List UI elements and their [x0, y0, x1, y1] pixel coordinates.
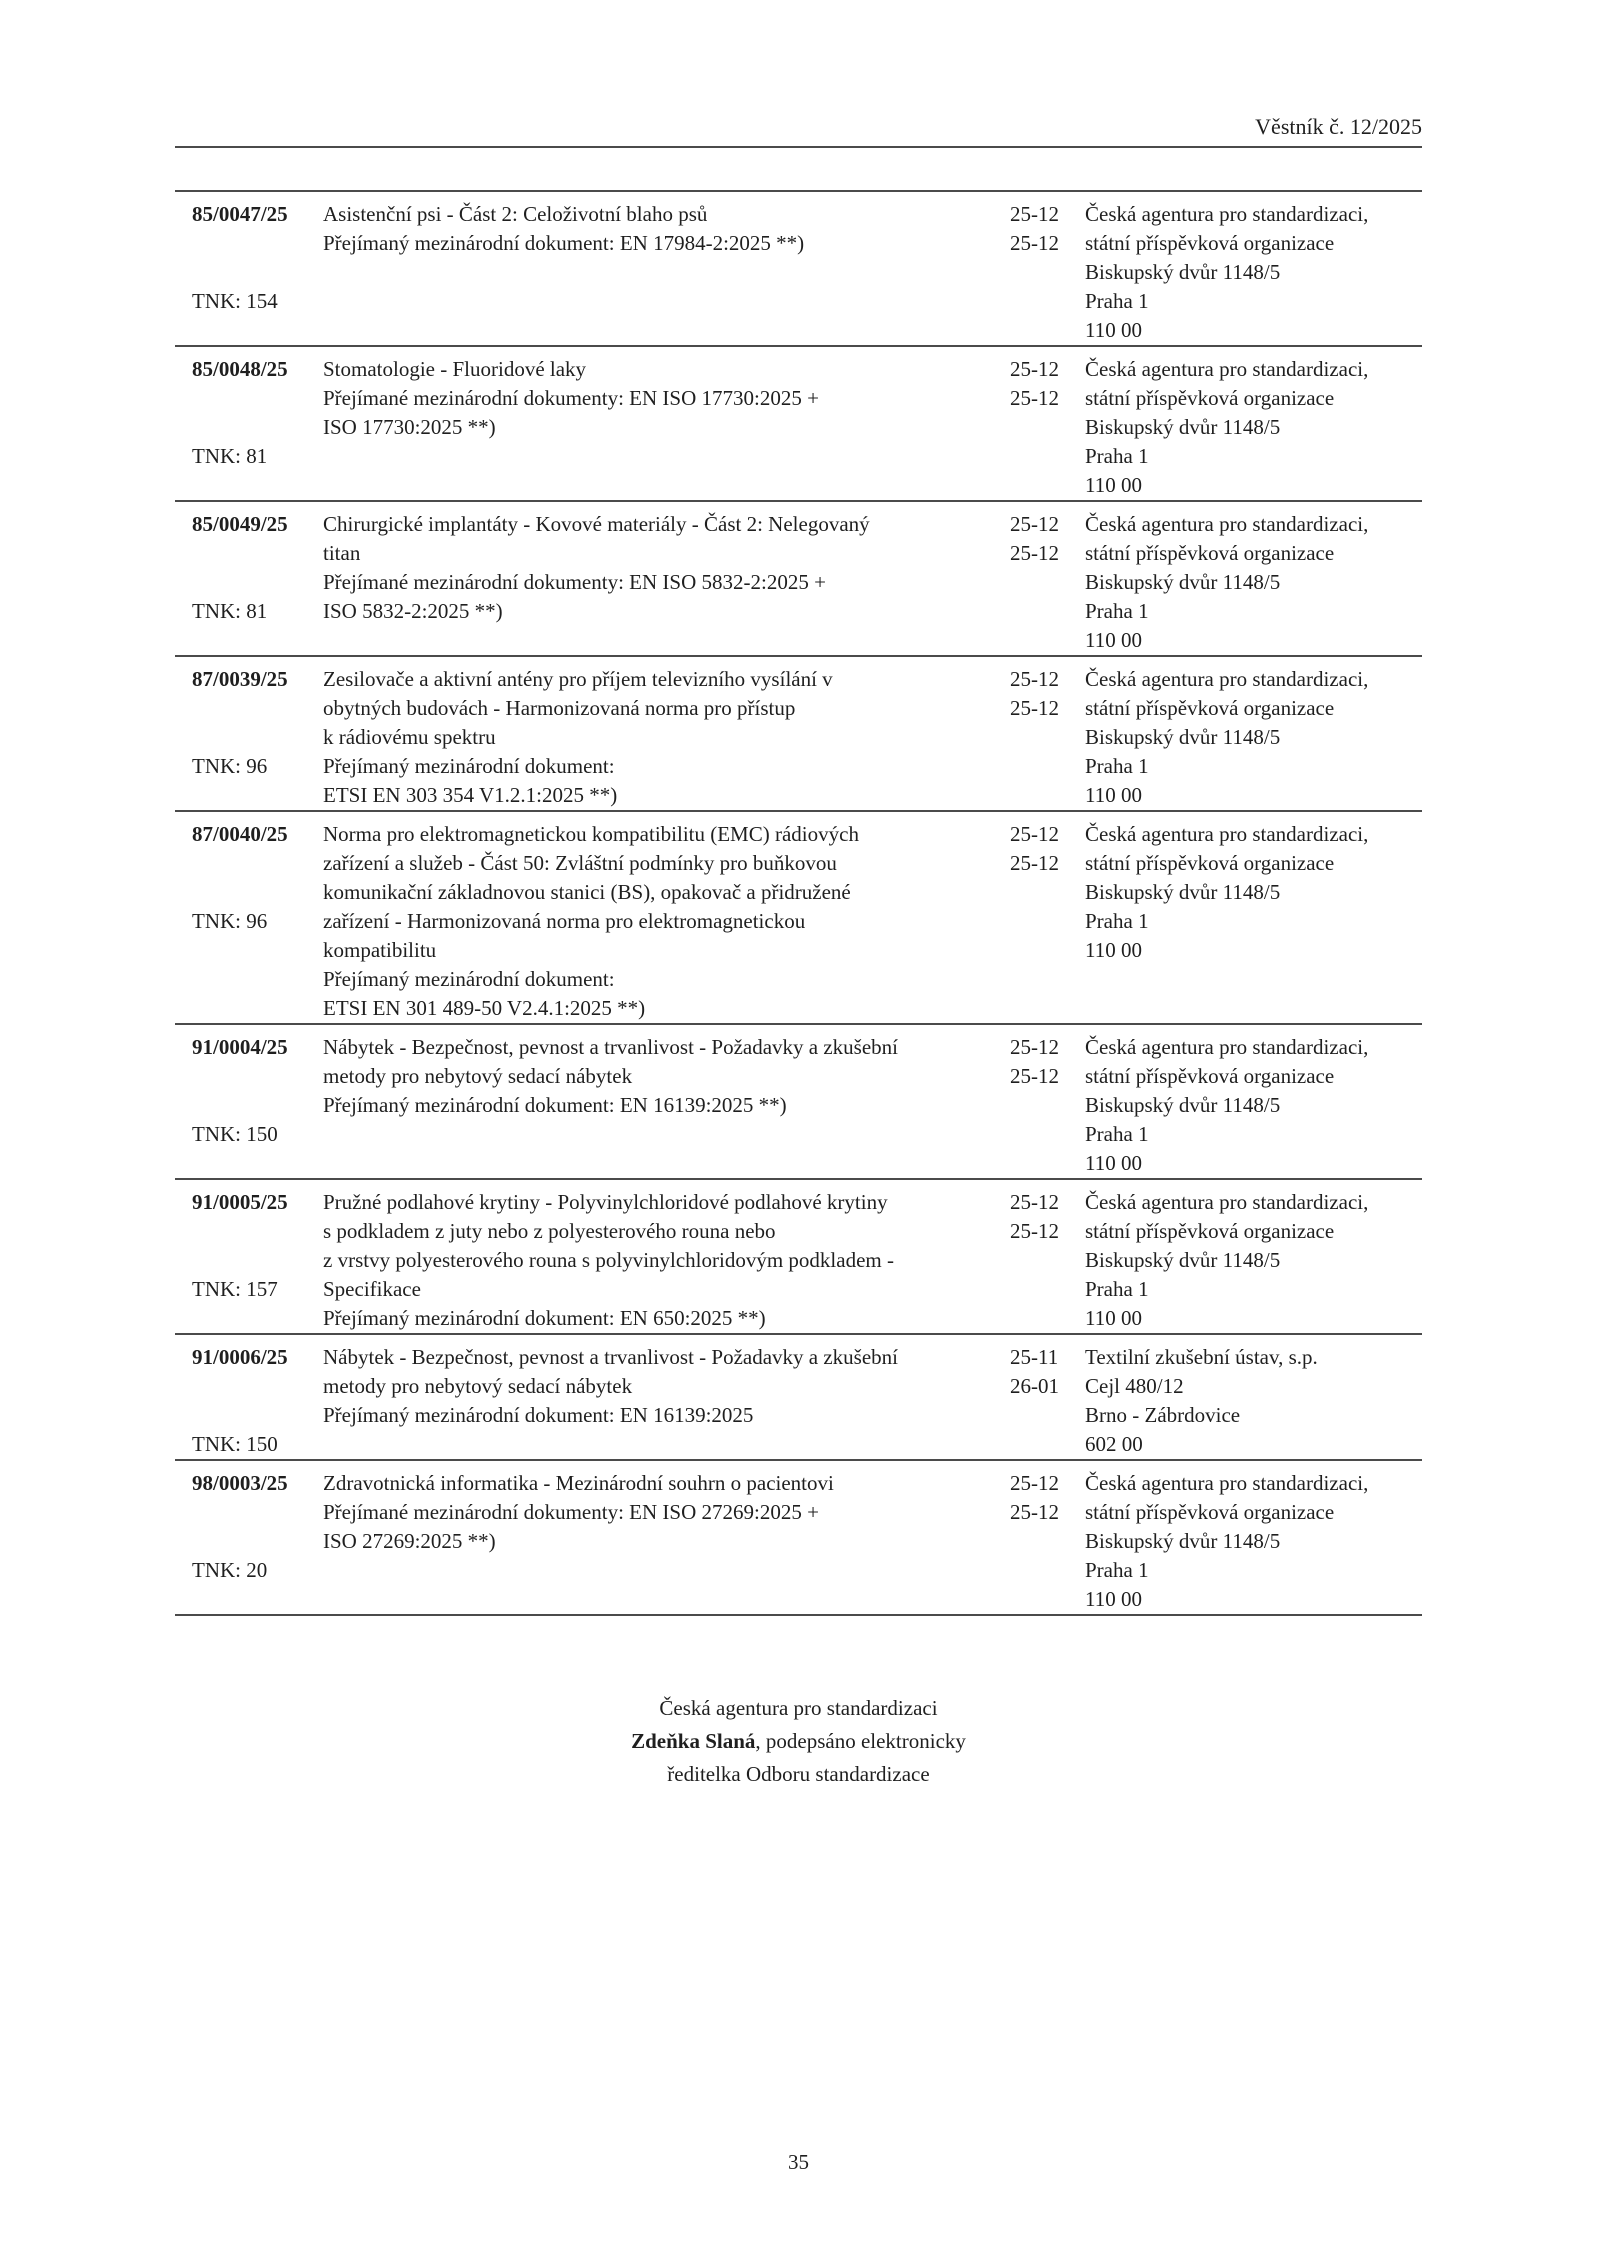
text-line: Specifikace — [323, 1277, 421, 1301]
text-line: 110 00 — [1085, 1587, 1142, 1611]
text-line: 25-12 — [1010, 512, 1059, 536]
text-line: kompatibilitu — [323, 938, 437, 962]
text-line: Nábytek - Bezpečnost, pevnost a trvanlivost - Požadavky a zkušební — [323, 1345, 899, 1369]
tnk-number: TNK: 150 — [192, 1432, 278, 1456]
text-line: Česká agentura pro standardizaci, — [1085, 1035, 1369, 1059]
table-row — [175, 192, 1422, 347]
row-id-cell — [175, 1033, 323, 1178]
text-line: 110 00 — [1085, 1306, 1142, 1330]
row-description — [323, 510, 1010, 655]
row-organization — [1085, 510, 1422, 655]
text-line: ISO 5832-2:2025 **) — [323, 599, 503, 623]
text-line: 25-12 — [1010, 1064, 1059, 1088]
text-line: Česká agentura pro standardizaci, — [1085, 202, 1369, 226]
record-number: 87/0040/25 — [192, 822, 288, 846]
row-organization — [1085, 1188, 1422, 1333]
row-dates — [1010, 1469, 1085, 1614]
text-line: ETSI EN 301 489-50 V2.4.1:2025 **) — [323, 996, 646, 1020]
text-line: zařízení a služeb - Část 50: Zvláštní podmínky pro buňkovou — [323, 851, 837, 875]
row-description — [323, 200, 1010, 345]
text-line: Česká agentura pro standardizaci, — [1085, 667, 1369, 691]
text-line: Zdravotnická informatika - Mezinárodní souhrn o pacientovi — [323, 1471, 834, 1495]
table-row — [175, 812, 1422, 1025]
text-line: titan — [323, 541, 361, 565]
text-line: Nábytek - Bezpečnost, pevnost a trvanlivost - Požadavky a zkušební — [323, 1035, 899, 1059]
text-line: 25-12 — [1010, 541, 1059, 565]
text-line: Biskupský dvůr 1148/5 — [1085, 1248, 1281, 1272]
text-line: Praha 1 — [1085, 1558, 1149, 1582]
row-organization — [1085, 1343, 1422, 1459]
row-id-cell — [175, 510, 323, 655]
text-line: Přejímaný mezinárodní dokument: EN 650:2025 **) — [323, 1306, 766, 1330]
tnk-number: TNK: 154 — [192, 289, 278, 313]
row-description — [323, 1469, 1010, 1614]
text-line: Přejímané mezinárodní dokumenty: EN ISO 17730:2025 + — [323, 386, 819, 410]
row-description — [323, 665, 1010, 810]
row-dates — [1010, 820, 1085, 1023]
text-line: Asistenční psi - Část 2: Celoživotní blaho psů — [323, 202, 708, 226]
text-line: státní příspěvková organizace — [1085, 851, 1335, 875]
text-line: Česká agentura pro standardizaci, — [1085, 1471, 1369, 1495]
row-organization — [1085, 355, 1422, 500]
tnk-number: TNK: 81 — [192, 599, 268, 623]
row-description — [323, 1033, 1010, 1178]
text-line: Praha 1 — [1085, 444, 1149, 468]
row-organization — [1085, 200, 1422, 345]
text-line: ETSI EN 303 354 V1.2.1:2025 **) — [323, 783, 618, 807]
text-line: Přejímaný mezinárodní dokument: — [323, 967, 615, 991]
row-description — [323, 820, 1010, 1023]
text-line: 25-12 — [1010, 202, 1059, 226]
row-description — [323, 355, 1010, 500]
signature-block — [175, 1692, 1422, 1791]
table-row — [175, 502, 1422, 657]
text-line: 25-12 — [1010, 1471, 1059, 1495]
table-row — [175, 347, 1422, 502]
text-line: Brno - Zábrdovice — [1085, 1403, 1241, 1427]
signature-note: , podepsáno elektronicky — [755, 1729, 966, 1753]
text-line: 110 00 — [1085, 1151, 1142, 1175]
text-line: s podkladem z juty nebo z polyesterového rouna nebo — [323, 1219, 776, 1243]
text-line: Biskupský dvůr 1148/5 — [1085, 415, 1281, 439]
signatory-role: ředitelka Odboru standardizace — [667, 1762, 930, 1786]
text-line: Pružné podlahové krytiny - Polyvinylchloridové podlahové krytiny — [323, 1190, 888, 1214]
row-dates — [1010, 510, 1085, 655]
text-line: 110 00 — [1085, 473, 1142, 497]
text-line: 110 00 — [1085, 628, 1142, 652]
row-dates — [1010, 665, 1085, 810]
text-line: Praha 1 — [1085, 909, 1149, 933]
text-line: Norma pro elektromagnetickou kompatibilitu (EMC) rádiových — [323, 822, 859, 846]
text-line: státní příspěvková organizace — [1085, 1219, 1335, 1243]
text-line: Praha 1 — [1085, 1277, 1149, 1301]
text-line: Biskupský dvůr 1148/5 — [1085, 1529, 1281, 1553]
text-line: Česká agentura pro standardizaci, — [1085, 357, 1369, 381]
text-line: Praha 1 — [1085, 1122, 1149, 1146]
header-divider — [175, 146, 1422, 148]
text-line: státní příspěvková organizace — [1085, 386, 1335, 410]
text-line: komunikační základnovou stanici (BS), opakovač a přidružené — [323, 880, 851, 904]
row-dates — [1010, 200, 1085, 345]
text-line: Zesilovače a aktivní antény pro příjem televizního vysílání v — [323, 667, 833, 691]
text-line: 25-12 — [1010, 1500, 1059, 1524]
text-line: Česká agentura pro standardizaci, — [1085, 822, 1369, 846]
text-line: obytných budovách - Harmonizovaná norma pro přístup — [323, 696, 796, 720]
text-line: státní příspěvková organizace — [1085, 696, 1335, 720]
table-row — [175, 1025, 1422, 1180]
row-id-cell — [175, 200, 323, 345]
text-line: Česká agentura pro standardizaci, — [1085, 512, 1369, 536]
row-description — [323, 1343, 1010, 1459]
tnk-number: TNK: 96 — [192, 909, 268, 933]
text-line: Biskupský dvůr 1148/5 — [1085, 570, 1281, 594]
page-number: 35 — [788, 2150, 809, 2174]
row-id-cell — [175, 1343, 323, 1459]
table-row — [175, 657, 1422, 812]
record-number: 91/0006/25 — [192, 1345, 288, 1369]
text-line: zařízení - Harmonizovaná norma pro elektromagnetickou — [323, 909, 806, 933]
tnk-number: TNK: 20 — [192, 1558, 268, 1582]
text-line: Přejímaný mezinárodní dokument: EN 17984-2:2025 **) — [323, 231, 805, 255]
row-dates — [1010, 1033, 1085, 1178]
text-line: Přejímaný mezinárodní dokument: EN 16139:2025 **) — [323, 1093, 787, 1117]
record-number: 98/0003/25 — [192, 1471, 288, 1495]
record-number: 91/0004/25 — [192, 1035, 288, 1059]
record-number: 85/0047/25 — [192, 202, 288, 226]
text-line: Biskupský dvůr 1148/5 — [1085, 880, 1281, 904]
text-line: státní příspěvková organizace — [1085, 1064, 1335, 1088]
text-line: 110 00 — [1085, 783, 1142, 807]
text-line: 25-12 — [1010, 822, 1059, 846]
row-organization — [1085, 1469, 1422, 1614]
text-line: Přejímané mezinárodní dokumenty: EN ISO 27269:2025 + — [323, 1500, 819, 1524]
table-row — [175, 1461, 1422, 1616]
text-line: 602 00 — [1085, 1432, 1143, 1456]
row-id-cell — [175, 1188, 323, 1333]
row-id-cell — [175, 355, 323, 500]
text-line: Biskupský dvůr 1148/5 — [1085, 1093, 1281, 1117]
tnk-number: TNK: 81 — [192, 444, 268, 468]
row-organization — [1085, 820, 1422, 1023]
row-dates — [1010, 1343, 1085, 1459]
bulletin-header-title: Věstník č. 12/2025 — [1255, 114, 1422, 139]
text-line: Přejímaný mezinárodní dokument: EN 16139:2025 — [323, 1403, 754, 1427]
text-line: státní příspěvková organizace — [1085, 231, 1335, 255]
tnk-number: TNK: 150 — [192, 1122, 278, 1146]
table-row — [175, 1335, 1422, 1461]
text-line: z vrstvy polyesterového rouna s polyvinylchloridovým podkladem - — [323, 1248, 894, 1272]
row-organization — [1085, 665, 1422, 810]
table-row — [175, 1180, 1422, 1335]
text-line: ISO 27269:2025 **) — [323, 1529, 496, 1553]
text-line: 110 00 — [1085, 318, 1142, 342]
row-dates — [1010, 355, 1085, 500]
text-line: Praha 1 — [1085, 754, 1149, 778]
text-line: 25-12 — [1010, 1190, 1059, 1214]
text-line: k rádiovému spektru — [323, 725, 496, 749]
text-line: Stomatologie - Fluoridové laky — [323, 357, 587, 381]
text-line: Praha 1 — [1085, 289, 1149, 313]
record-number: 91/0005/25 — [192, 1190, 288, 1214]
text-line: 26-01 — [1010, 1374, 1059, 1398]
text-line: 25-12 — [1010, 231, 1059, 255]
text-line: 25-12 — [1010, 1219, 1059, 1243]
row-id-cell — [175, 1469, 323, 1614]
text-line: 25-12 — [1010, 357, 1059, 381]
tnk-number: TNK: 157 — [192, 1277, 278, 1301]
record-number: 87/0039/25 — [192, 667, 288, 691]
text-line: Přejímaný mezinárodní dokument: — [323, 754, 615, 778]
signatory-name: Zdeňka Slaná — [631, 1729, 756, 1753]
text-line: Biskupský dvůr 1148/5 — [1085, 725, 1281, 749]
text-line: 25-12 — [1010, 696, 1059, 720]
text-line: 25-12 — [1010, 667, 1059, 691]
text-line: Cejl 480/12 — [1085, 1374, 1184, 1398]
text-line: Textilní zkušební ústav, s.p. — [1085, 1345, 1318, 1369]
standards-table — [175, 190, 1422, 1616]
text-line: státní příspěvková organizace — [1085, 1500, 1335, 1524]
signature-line — [175, 1725, 1422, 1758]
text-line: 25-12 — [1010, 386, 1059, 410]
text-line: Praha 1 — [1085, 599, 1149, 623]
record-number: 85/0049/25 — [192, 512, 288, 536]
text-line: Chirurgické implantáty - Kovové materiály - Část 2: Nelegovaný — [323, 512, 870, 536]
text-line: 25-12 — [1010, 851, 1059, 875]
text-line: 110 00 — [1085, 938, 1142, 962]
text-line: 25-12 — [1010, 1035, 1059, 1059]
signature-organization: Česká agentura pro standardizaci — [659, 1696, 938, 1720]
row-description — [323, 1188, 1010, 1333]
text-line: Česká agentura pro standardizaci, — [1085, 1190, 1369, 1214]
text-line: Biskupský dvůr 1148/5 — [1085, 260, 1281, 284]
text-line: státní příspěvková organizace — [1085, 541, 1335, 565]
text-line: metody pro nebytový sedací nábytek — [323, 1374, 633, 1398]
text-line: ISO 17730:2025 **) — [323, 415, 496, 439]
record-number: 85/0048/25 — [192, 357, 288, 381]
text-line: Přejímané mezinárodní dokumenty: EN ISO 5832-2:2025 + — [323, 570, 826, 594]
row-dates — [1010, 1188, 1085, 1333]
text-line: metody pro nebytový sedací nábytek — [323, 1064, 633, 1088]
row-organization — [1085, 1033, 1422, 1178]
text-line: 25-11 — [1010, 1345, 1059, 1369]
row-id-cell — [175, 820, 323, 1023]
tnk-number: TNK: 96 — [192, 754, 268, 778]
row-id-cell — [175, 665, 323, 810]
